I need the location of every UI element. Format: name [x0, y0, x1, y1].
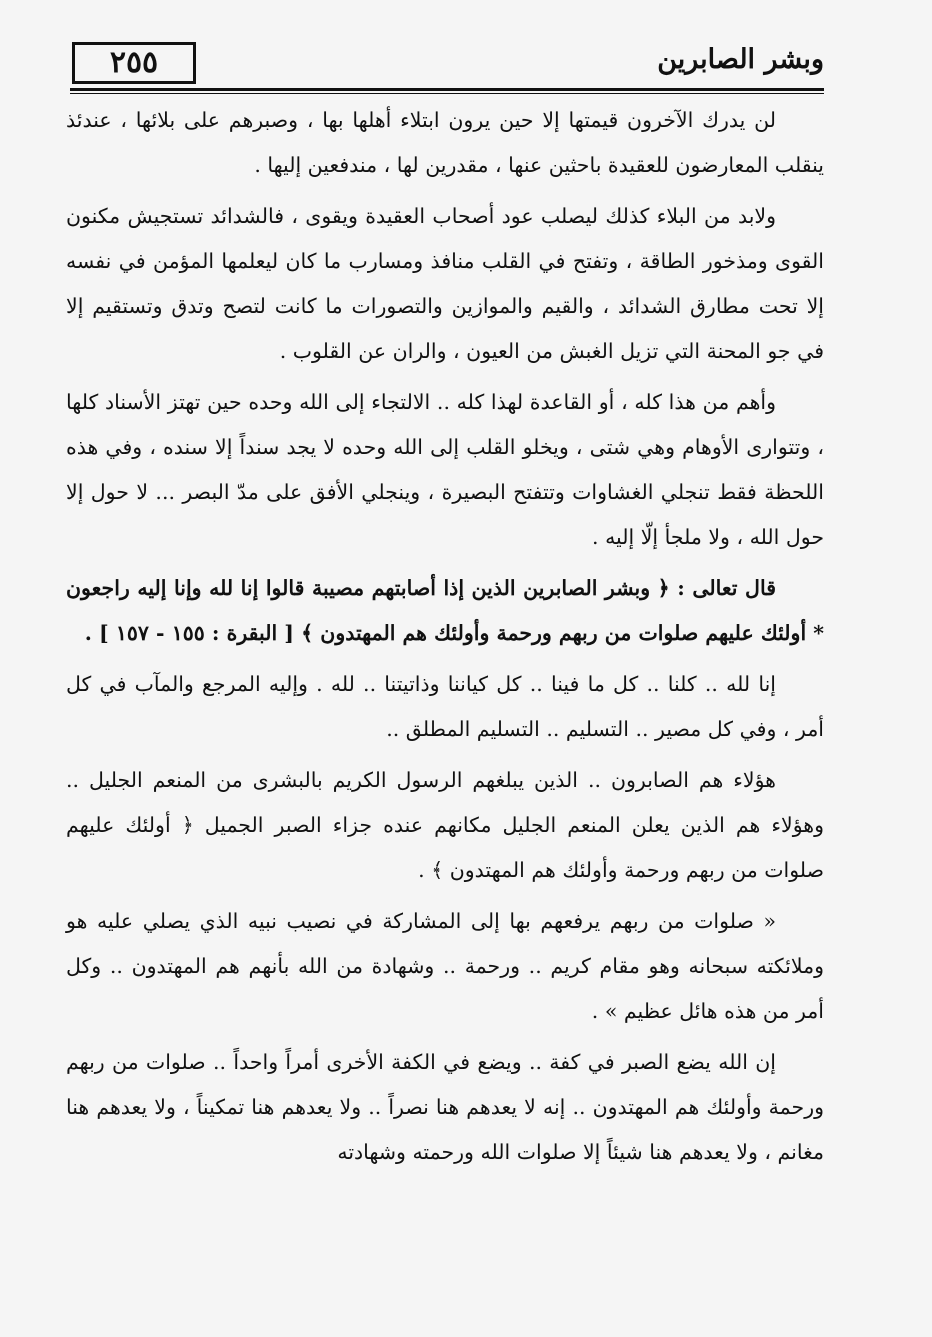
- paragraph: لن يدرك الآخرون قيمتها إلا حين يرون ابتلاء أهلها بها ، وصبرهم على بلائها ، عندئذ ينقلب المعارضون للعقيدة باحثين عنها ، مقدرين لها ، مندفعين إليها .: [66, 108, 824, 177]
- running-title: وبشر الصابرين: [657, 44, 824, 75]
- paragraph: وأهم من هذا كله ، أو القاعدة لهذا كله .. الالتجاء إلى الله وحده حين تهتز الأسناد كلها ، وتتوارى الأوهام وهي شتى ، ويخلو القلب إلى الله وحده لا يجد سنداً إلا سنده ، وفي هذه اللحظة فقط تنجلي الغشاوات وتتفتح البصيرة ، وينجلي الأفق على مدّ البصر ... لا حول إلا حول الله ، ولا ملجأ إلّا إليه .: [66, 390, 824, 549]
- page-header: [66, 38, 824, 90]
- paragraph: هؤلاء هم الصابرون .. الذين يبلغهم الرسول الكريم بالبشرى من المنعم الجليل .. وهؤلاء هم الذين يعلن المنعم الجليل مكانهم عنده جزاء الصبر الجميل ﴿ أولئك عليهم صلوات من ربهم ورحمة وأولئك هم المهتدون ﴾ .: [66, 768, 824, 882]
- page-number: ٢٥٥: [72, 42, 196, 84]
- paragraph: « صلوات من ربهم يرفعهم بها إلى المشاركة في نصيب نبيه الذي يصلي عليه هو وملائكته سبحانه وهو مقام كريم .. ورحمة .. وشهادة من الله بأنهم هم المهتدون .. وكل أمر من هذه هائل عظيم » .: [66, 909, 824, 1023]
- body-text: [66, 98, 824, 1181]
- paragraph: ولابد من البلاء كذلك ليصلب عود أصحاب العقيدة ويقوى ، فالشدائد تستجيش مكنون القوى ومذخور الطاقة ، وتفتح في القلب منافذ ومسارب ما كان ليعلمها المؤمن في نفسه إلا تحت مطارق الشدائد ، والقيم والموازين والتصورات ما كانت لتصح وتدق وتستقيم إلا في جو المحنة التي تزيل الغبش من العيون ، والران عن القلوب .: [66, 204, 824, 363]
- paragraph: إنا لله .. كلنا .. كل ما فينا .. كل كياننا وذاتيتنا .. لله . وإليه المرجع والمآب في كل أمر ، وفي كل مصير .. التسليم .. التسليم المطلق ..: [66, 672, 824, 741]
- paragraph: إن الله يضع الصبر في كفة .. ويضع في الكفة الأخرى أمراً واحداً .. صلوات من ربهم ورحمة وأولئك هم المهتدون .. إنه لا يعدهم هنا نصراً .. ولا يعدهم هنا تمكيناً ، ولا يعدهم هنا مغانم ، ولا يعدهم هنا شيئاً إلا صلوات الله ورحمته وشهادته: [66, 1050, 824, 1164]
- header-rule: [70, 88, 824, 94]
- quran-quote-paragraph: قال تعالى : ﴿ وبشر الصابرين الذين إذا أصابتهم مصيبة قالوا إنا لله وإنا إليه راجعون * أولئك عليهم صلوات من ربهم ورحمة وأولئك هم المهتدون ﴾ [ البقرة : ١٥٥ - ١٥٧ ] .: [66, 576, 824, 645]
